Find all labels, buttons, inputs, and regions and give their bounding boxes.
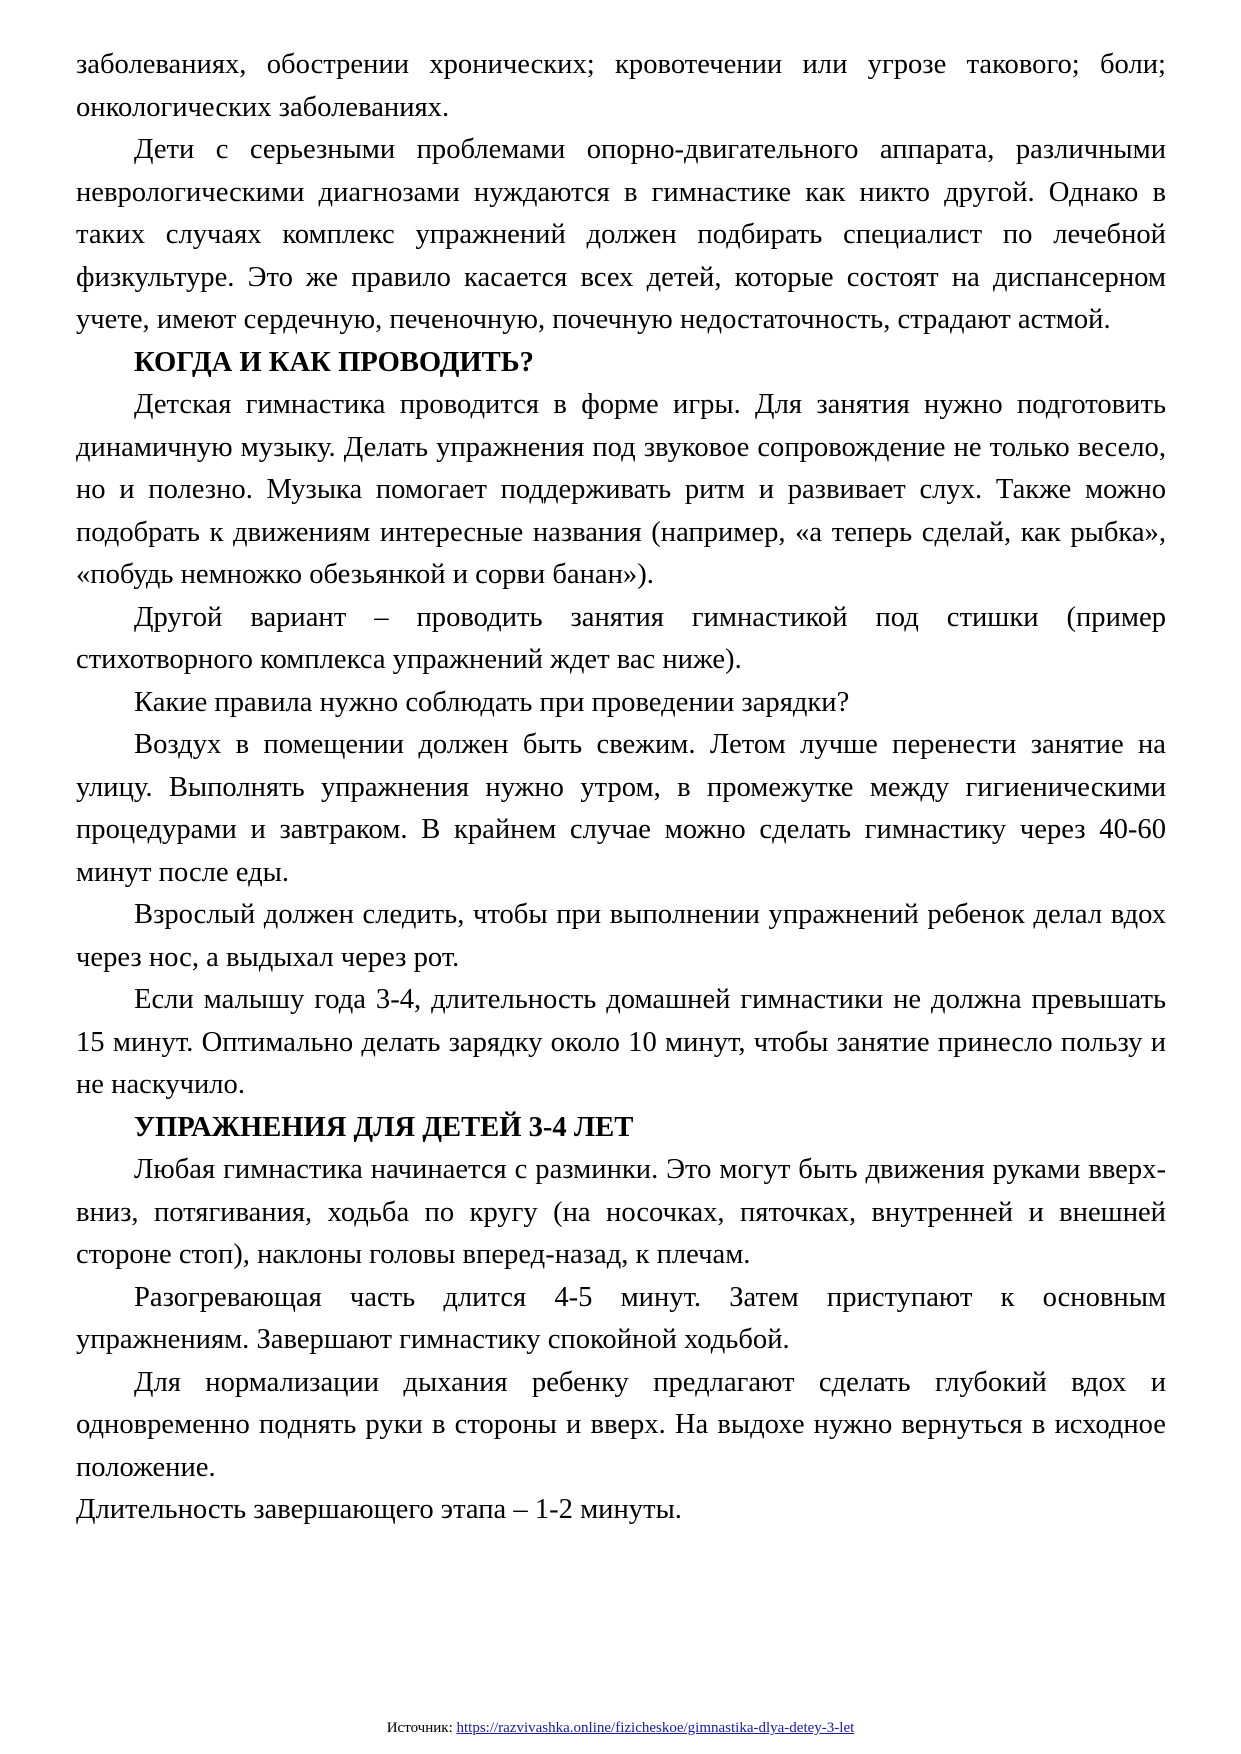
- paragraph-warmup-duration: Разогревающая часть длится 4-5 минут. Затем приступают к основным упражнениям. Завершают гимнастику спокойной ходьбой.: [76, 1281, 1166, 1355]
- paragraph-warmup: Любая гимнастика начинается с разминки. Это могут быть движения руками вверх-вниз, потягивания, ходьба по кругу (на носочках, пяточках, внутренней и внешней стороне стоп), наклоны головы вперед-назад, к плечам.: [76, 1154, 1166, 1270]
- source-link[interactable]: https://razvivashka.online/fizicheskoe/gimnastika-dlya-detey-3-let: [456, 1720, 855, 1736]
- paragraph-duration: Если малышу года 3-4, длительность домашней гимнастики не должна превышать 15 минут. Оптимально делать зарядку около 10 минут, чтобы занятие принесло пользу и не наскучило.: [76, 984, 1166, 1100]
- source-label: Источник:: [386, 1720, 453, 1736]
- document-body: [76, 44, 1166, 1532]
- paragraph-game-form: Детская гимнастика проводится в форме игры. Для занятия нужно подготовить динамичную музыку. Делать упражнения под звуковое сопровождение не только весело, но и полезно. Музыка помогает поддерживать ритм и развивает слух. Также можно подобрать к движениям интересные названия (например, «а теперь сделай, как рыбка», «побудь немножко обезьянкой и сорви банан»).: [76, 389, 1166, 590]
- source-footer: [0, 1718, 1241, 1738]
- paragraph-fresh-air: Воздух в помещении должен быть свежим. Летом лучше перенести занятие на улицу. Выполнять упражнения нужно утром, в промежутке между гигиеническими процедурами и завтраком. В крайнем случае можно сделать гимнастику через 40-60 минут после еды.: [76, 729, 1166, 888]
- paragraph-normalize-breathing: Для нормализации дыхания ребенку предлагают сделать глубокий вдох и одновременно поднять руки в стороны и вверх. На выдохе нужно вернуться в исходное положение.: [76, 1366, 1166, 1483]
- paragraph-special-cases: Дети с серьезными проблемами опорно-двигательного аппарата, различными неврологическими диагнозами нуждаются в гимнастике как никто другой. Однако в таких случаях комплекс упражнений должен подбирать специалист по лечебной физкультуре. Это же правило касается всех детей, которые состоят на диспансерном учете, имеют сердечную, печеночную, почечную недостаточность, страдают астмой.: [76, 134, 1166, 335]
- paragraph-final-stage: Длительность завершающего этапа – 1-2 минуты.: [76, 1494, 682, 1525]
- paragraph-breathing: Взрослый должен следить, чтобы при выполнении упражнений ребенок делал вдох через нос, а выдыхал через рот.: [76, 899, 1166, 973]
- paragraph-poems: Другой вариант – проводить занятия гимнастикой под стишки (пример стихотворного комплекса упражнений ждет вас ниже).: [76, 601, 1166, 675]
- paragraph-continuation: заболеваниях, обострении хронических; кровотечении или угрозе такового; боли; онкологических заболеваниях.: [76, 49, 1166, 123]
- heading-when-how: КОГДА И КАК ПРОВОДИТЬ?: [134, 346, 534, 378]
- heading-exercises: УПРАЖНЕНИЯ ДЛЯ ДЕТЕЙ 3-4 ЛЕТ: [134, 1111, 634, 1143]
- paragraph-rules-question: Какие правила нужно соблюдать при проведении зарядки?: [134, 686, 850, 718]
